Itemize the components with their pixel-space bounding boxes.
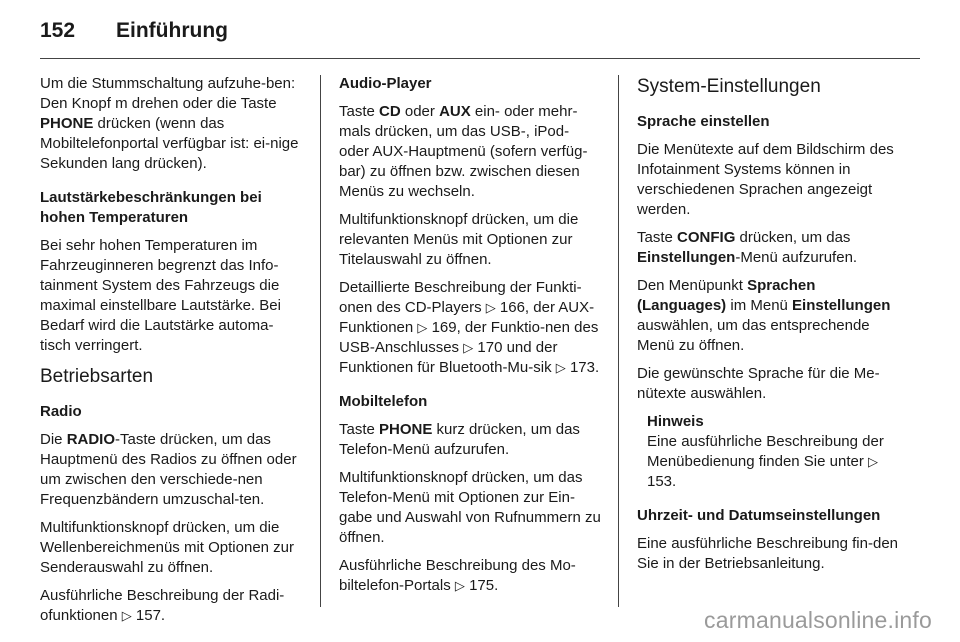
- mobile-reference: Ausführliche Beschreibung des Mo-biltelefon-Portals ▷ 175.: [339, 557, 576, 594]
- mobile-multifunction: Multifunktionsknopf drücken, um das Telefon-Menü mit Optionen zur Ein-gabe und Auswahl von Rufnummern zu öffnen.: [339, 469, 601, 546]
- language-step-3: Die gewünschte Sprache für die Me-nütexte auswählen.: [637, 365, 880, 402]
- column-3: [637, 74, 903, 582]
- time-text: Eine ausführliche Beschreibung fin-den Sie in der Betriebsanleitung.: [637, 535, 898, 572]
- mobile-heading: Mobiltelefon: [339, 393, 428, 410]
- page-header: [40, 19, 228, 43]
- reference-arrow-icon: ▷: [417, 320, 428, 335]
- audio-text: Taste CD oder AUX ein- oder mehr-mals drücken, um das USB-, iPod- oder AUX-Hauptmenü (sofern verfüg-bar) zu öffnen bzw. zwischen diesen Menüs zu wechseln.: [339, 103, 588, 200]
- reference-arrow-icon: ▷: [868, 454, 879, 469]
- reference-arrow-icon: ▷: [121, 608, 132, 623]
- radio-heading: Radio: [40, 403, 82, 420]
- mute-paragraph: Um die Stummschaltung aufzuhe-ben: Den Knopf m drehen oder die Taste PHONE drücken (wenn das Mobiltelefonportal verfügbar ist: ei-nige Sekunden lang drücken).: [40, 75, 299, 172]
- reference-arrow-icon: ▷: [463, 340, 474, 355]
- audio-multifunction: Multifunktionsknopf drücken, um die relevanten Menüs mit Optionen zur Titelauswahl zu öffnen.: [339, 211, 579, 268]
- watermark: carmanualsonline.info: [704, 607, 932, 633]
- language-intro: Die Menütexte auf dem Bildschirm des Infotainment Systems können in verschiedenen Sprachen angezeigt werden.: [637, 141, 894, 218]
- reference-arrow-icon: ▷: [485, 300, 496, 315]
- column-1: [40, 74, 302, 634]
- page-title: Einführung: [116, 19, 228, 42]
- time-heading: Uhrzeit- und Datumseinstellungen: [637, 507, 881, 524]
- radio-multifunction: Multifunktionsknopf drücken, um die Wellenbereichmenüs mit Optionen zur Senderauswahl zu öffnen.: [40, 519, 295, 576]
- heat-heading: Lautstärkebeschränkungen bei hohen Temperaturen: [40, 189, 262, 226]
- radio-reference: Ausführliche Beschreibung der Radi-ofunktionen ▷ 157.: [40, 587, 285, 624]
- heat-text: Bei sehr hohen Temperaturen im Fahrzeuginneren begrenzt das Info-tainment System des Fahrzeugs die maximal einstellbare Lautstärke. Bei Bedarf wird die Lautstärke automa-tisch verringert.: [40, 237, 281, 354]
- column-divider-2: [618, 75, 619, 607]
- header-rule: [40, 58, 920, 59]
- note-box: [637, 412, 903, 492]
- column-divider-1: [320, 75, 321, 607]
- reference-arrow-icon: ▷: [454, 578, 465, 593]
- page-number: 152: [40, 19, 76, 42]
- column-2: [339, 74, 601, 604]
- audio-heading: Audio-Player: [339, 75, 432, 92]
- language-step-1: Taste CONFIG drücken, um das Einstellungen-Menü aufzurufen.: [637, 229, 858, 266]
- mobile-text: Taste PHONE kurz drücken, um das Telefon-Menü aufzurufen.: [339, 421, 580, 458]
- language-heading: Sprache einstellen: [637, 113, 770, 130]
- section-system-settings: System-Einstellungen: [637, 76, 821, 97]
- note-text: Eine ausführliche Beschreibung der Menübedienung finden Sie unter ▷ 153.: [647, 433, 884, 490]
- power-icon: m: [115, 95, 128, 112]
- audio-reference: Detaillierte Beschreibung der Funkti-onen des CD-Players ▷ 166, der AUX-Funktionen ▷ 169, der Funktio-nen des USB-Anschlusses ▷ 170 und der Funktionen für Bluetooth-Mu-sik ▷ 173.: [339, 279, 600, 376]
- note-title: Hinweis: [647, 413, 704, 430]
- section-betriebsarten: Betriebsarten: [40, 366, 154, 387]
- radio-text: Die RADIO-Taste drücken, um das Hauptmenü des Radios zu öffnen oder um zwischen den verschiede-nen Frequenzbändern umzuschal-ten.: [40, 431, 297, 508]
- language-step-2: Den Menüpunkt Sprachen (Languages) im Menü Einstellungen auswählen, um das entsprechende Menü zu öffnen.: [637, 277, 891, 354]
- reference-arrow-icon: ▷: [555, 360, 566, 375]
